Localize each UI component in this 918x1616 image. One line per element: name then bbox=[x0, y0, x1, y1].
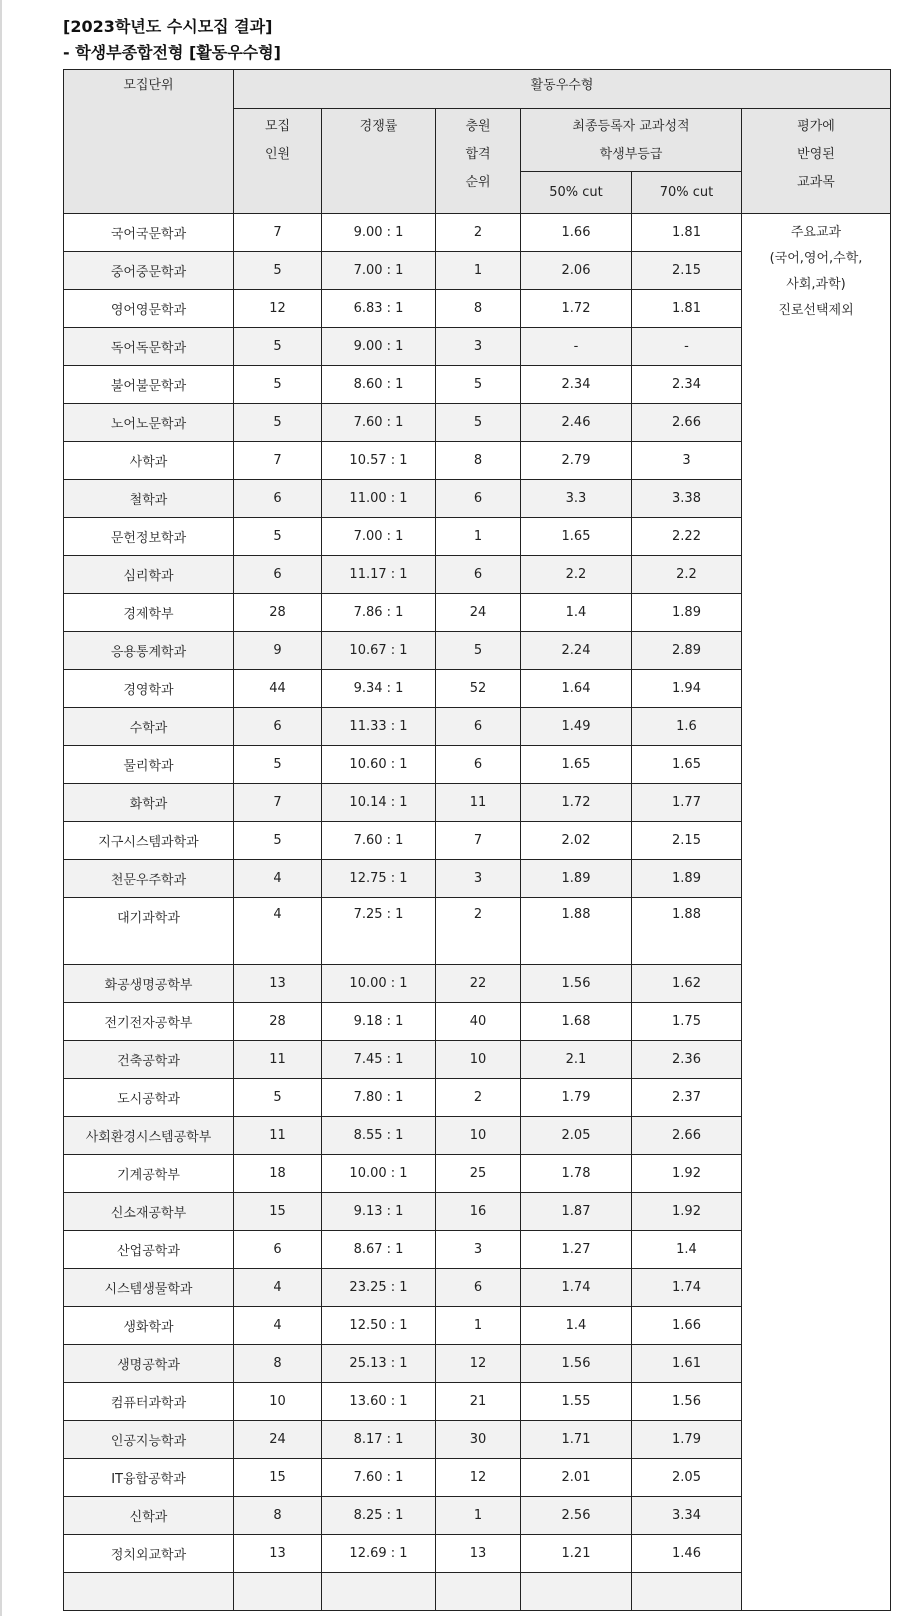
cell-ratio: 8.60 : 1 bbox=[322, 366, 436, 404]
cell-ratio: 8.55 : 1 bbox=[322, 1117, 436, 1155]
cell-ratio: 9.00 : 1 bbox=[322, 214, 436, 252]
eval-subject-line: (국어,영어,수학, bbox=[769, 251, 863, 266]
cell-c50: 1.55 bbox=[521, 1383, 632, 1421]
cell-c50: 1.79 bbox=[521, 1079, 632, 1117]
cell-unit: 중어중문학과 bbox=[64, 252, 234, 290]
cell-quota: 8 bbox=[234, 1345, 322, 1383]
cell-rank: 10 bbox=[436, 1041, 521, 1079]
cell-rank: 5 bbox=[436, 404, 521, 442]
cell-unit: 심리학과 bbox=[64, 556, 234, 594]
header-grade-line: 학생부등급 bbox=[599, 147, 663, 162]
cell-quota: 12 bbox=[234, 290, 322, 328]
cell-unit: 국어국문학과 bbox=[64, 214, 234, 252]
cell-quota: 5 bbox=[234, 366, 322, 404]
cell-rank: 2 bbox=[436, 898, 521, 965]
cell-c70: 2.89 bbox=[632, 632, 742, 670]
page-subtitle: - 학생부종합전형 [활동우수형] bbox=[63, 43, 281, 62]
cell-c70: 1.89 bbox=[632, 860, 742, 898]
cell-unit: 영어영문학과 bbox=[64, 290, 234, 328]
cell-rank: 40 bbox=[436, 1003, 521, 1041]
cell-c50: 1.4 bbox=[521, 1307, 632, 1345]
cell-rank: 12 bbox=[436, 1345, 521, 1383]
cell-ratio: 7.86 : 1 bbox=[322, 594, 436, 632]
cell-c50: 1.21 bbox=[521, 1535, 632, 1573]
header-group: 활동우수형 bbox=[234, 70, 891, 109]
cell-c50: 2.56 bbox=[521, 1497, 632, 1535]
cell-c50: 1.49 bbox=[521, 708, 632, 746]
cell-c50: 1.65 bbox=[521, 518, 632, 556]
cell-c70: 2.2 bbox=[632, 556, 742, 594]
cell-ratio: 7.80 : 1 bbox=[322, 1079, 436, 1117]
cell-rank: 8 bbox=[436, 290, 521, 328]
cell-unit: 경영학과 bbox=[64, 670, 234, 708]
cell-c70: 1.46 bbox=[632, 1535, 742, 1573]
cell-quota: 6 bbox=[234, 1231, 322, 1269]
cell-unit: 전기전자공학부 bbox=[64, 1003, 234, 1041]
cell-c70: 1.79 bbox=[632, 1421, 742, 1459]
cell-rank: 2 bbox=[436, 214, 521, 252]
cell-unit: 철학과 bbox=[64, 480, 234, 518]
cell-c50: 2.06 bbox=[521, 252, 632, 290]
cell-quota: 11 bbox=[234, 1041, 322, 1079]
cell-quota: 44 bbox=[234, 670, 322, 708]
cell-unit: 도시공학과 bbox=[64, 1079, 234, 1117]
header-eval-line: 평가에 bbox=[797, 119, 835, 134]
cell-rank: 6 bbox=[436, 746, 521, 784]
cell-c50: 2.02 bbox=[521, 822, 632, 860]
cell-c50: 1.89 bbox=[521, 860, 632, 898]
header-grade bbox=[521, 109, 742, 172]
cell-unit: 물리학과 bbox=[64, 746, 234, 784]
cell-unit: 신소재공학부 bbox=[64, 1193, 234, 1231]
cell-c70: 3 bbox=[632, 442, 742, 480]
cell-c70: 1.88 bbox=[632, 898, 742, 965]
cell-c70: 1.4 bbox=[632, 1231, 742, 1269]
cell-unit: 문헌정보학과 bbox=[64, 518, 234, 556]
cell-ratio: 6.83 : 1 bbox=[322, 290, 436, 328]
cell-c70: 1.94 bbox=[632, 670, 742, 708]
cell-ratio: 23.25 : 1 bbox=[322, 1269, 436, 1307]
cell-c50: 1.78 bbox=[521, 1155, 632, 1193]
cell-c50: 2.05 bbox=[521, 1117, 632, 1155]
cell-c50: 1.56 bbox=[521, 965, 632, 1003]
cell-unit: 정치외교학과 bbox=[64, 1535, 234, 1573]
cell-rank: 10 bbox=[436, 1117, 521, 1155]
cell-ratio: 10.57 : 1 bbox=[322, 442, 436, 480]
cell-quota: 10 bbox=[234, 1383, 322, 1421]
cell-c70: 1.89 bbox=[632, 594, 742, 632]
cell-rank: 11 bbox=[436, 784, 521, 822]
cell-c50: 2.24 bbox=[521, 632, 632, 670]
cell-c50: 1.72 bbox=[521, 784, 632, 822]
cell-rank: 7 bbox=[436, 822, 521, 860]
cell-quota: 18 bbox=[234, 1155, 322, 1193]
cell-unit: 신학과 bbox=[64, 1497, 234, 1535]
cell-rank: 30 bbox=[436, 1421, 521, 1459]
window-edge bbox=[0, 0, 2, 1616]
cell-c70: 3.38 bbox=[632, 480, 742, 518]
cell-c50: 3.3 bbox=[521, 480, 632, 518]
header-rank-line: 충원 bbox=[465, 119, 491, 134]
cell-c70: 1.66 bbox=[632, 1307, 742, 1345]
cell-rank: 1 bbox=[436, 1307, 521, 1345]
cell-rank: 22 bbox=[436, 965, 521, 1003]
cell-c50: 1.68 bbox=[521, 1003, 632, 1041]
cell-ratio: 7.60 : 1 bbox=[322, 1459, 436, 1497]
header-rank-line: 합격 bbox=[465, 147, 491, 162]
cell-unit: 수학과 bbox=[64, 708, 234, 746]
cell-rank: 6 bbox=[436, 1269, 521, 1307]
cell-c70: 1.61 bbox=[632, 1345, 742, 1383]
cell-quota: 5 bbox=[234, 746, 322, 784]
cell-ratio: 9.34 : 1 bbox=[322, 670, 436, 708]
cell-unit: 산업공학과 bbox=[64, 1231, 234, 1269]
cell-empty bbox=[234, 1573, 322, 1611]
cell-quota: 13 bbox=[234, 965, 322, 1003]
cell-ratio: 12.69 : 1 bbox=[322, 1535, 436, 1573]
cell-quota: 6 bbox=[234, 556, 322, 594]
cell-c70: 2.15 bbox=[632, 822, 742, 860]
cell-ratio: 11.17 : 1 bbox=[322, 556, 436, 594]
cell-empty bbox=[64, 1573, 234, 1611]
cell-empty bbox=[632, 1573, 742, 1611]
header-quota bbox=[234, 109, 322, 214]
eval-subjects-cell bbox=[742, 214, 891, 1611]
cell-ratio: 7.25 : 1 bbox=[322, 898, 436, 965]
cell-quota: 4 bbox=[234, 898, 322, 965]
cell-quota: 8 bbox=[234, 1497, 322, 1535]
cell-quota: 6 bbox=[234, 708, 322, 746]
cell-quota: 9 bbox=[234, 632, 322, 670]
cell-quota: 15 bbox=[234, 1193, 322, 1231]
cell-quota: 7 bbox=[234, 442, 322, 480]
cell-quota: 5 bbox=[234, 404, 322, 442]
cell-c50: 1.64 bbox=[521, 670, 632, 708]
cell-unit: 독어독문학과 bbox=[64, 328, 234, 366]
eval-subject-line: 주요교과 bbox=[790, 225, 842, 240]
cell-ratio: 7.00 : 1 bbox=[322, 518, 436, 556]
cell-c50: 2.79 bbox=[521, 442, 632, 480]
eval-subject-line: 진로선택제외 bbox=[778, 303, 854, 318]
cell-c70: 1.56 bbox=[632, 1383, 742, 1421]
cell-c50: - bbox=[521, 328, 632, 366]
cell-unit: 컴퓨터과학과 bbox=[64, 1383, 234, 1421]
cell-quota: 15 bbox=[234, 1459, 322, 1497]
cell-quota: 13 bbox=[234, 1535, 322, 1573]
cell-c50: 1.27 bbox=[521, 1231, 632, 1269]
header-grade-line: 최종등록자 교과성적 bbox=[572, 119, 690, 134]
cell-c70: 1.81 bbox=[632, 290, 742, 328]
cell-quota: 28 bbox=[234, 594, 322, 632]
table-row bbox=[64, 214, 891, 252]
cell-unit: 대기과학과 bbox=[64, 898, 234, 965]
cell-unit: 인공지능학과 bbox=[64, 1421, 234, 1459]
cell-c70: 2.66 bbox=[632, 404, 742, 442]
cell-ratio: 10.00 : 1 bbox=[322, 965, 436, 1003]
cell-quota: 7 bbox=[234, 214, 322, 252]
cell-unit: 시스템생물학과 bbox=[64, 1269, 234, 1307]
cell-rank: 3 bbox=[436, 860, 521, 898]
cell-ratio: 7.60 : 1 bbox=[322, 404, 436, 442]
cell-unit: 기계공학부 bbox=[64, 1155, 234, 1193]
cell-unit: 생명공학과 bbox=[64, 1345, 234, 1383]
cell-c50: 1.72 bbox=[521, 290, 632, 328]
cell-ratio: 8.25 : 1 bbox=[322, 1497, 436, 1535]
cell-quota: 4 bbox=[234, 860, 322, 898]
cell-c70: 1.74 bbox=[632, 1269, 742, 1307]
cell-quota: 24 bbox=[234, 1421, 322, 1459]
cell-c70: 1.65 bbox=[632, 746, 742, 784]
cell-ratio: 11.33 : 1 bbox=[322, 708, 436, 746]
cell-c70: 1.62 bbox=[632, 965, 742, 1003]
header-rank-line: 순위 bbox=[465, 175, 491, 190]
cell-unit: 경제학부 bbox=[64, 594, 234, 632]
cell-unit: 응용통계학과 bbox=[64, 632, 234, 670]
cell-rank: 5 bbox=[436, 366, 521, 404]
cell-c70: 1.92 bbox=[632, 1193, 742, 1231]
cell-rank: 1 bbox=[436, 1497, 521, 1535]
cell-quota: 5 bbox=[234, 518, 322, 556]
cell-rank: 25 bbox=[436, 1155, 521, 1193]
cell-c70: 1.77 bbox=[632, 784, 742, 822]
cell-unit: IT융합공학과 bbox=[64, 1459, 234, 1497]
cell-rank: 3 bbox=[436, 328, 521, 366]
cell-rank: 3 bbox=[436, 1231, 521, 1269]
cell-quota: 11 bbox=[234, 1117, 322, 1155]
header-competition: 경쟁률 bbox=[322, 109, 436, 214]
cell-unit: 사회환경시스템공학부 bbox=[64, 1117, 234, 1155]
cell-rank: 13 bbox=[436, 1535, 521, 1573]
cell-c50: 1.88 bbox=[521, 898, 632, 965]
cell-c70: 1.92 bbox=[632, 1155, 742, 1193]
cell-c50: 2.01 bbox=[521, 1459, 632, 1497]
cell-unit: 지구시스템과학과 bbox=[64, 822, 234, 860]
cell-rank: 6 bbox=[436, 556, 521, 594]
cell-ratio: 12.50 : 1 bbox=[322, 1307, 436, 1345]
results-table bbox=[63, 69, 891, 1611]
cell-ratio: 9.18 : 1 bbox=[322, 1003, 436, 1041]
cell-quota: 28 bbox=[234, 1003, 322, 1041]
cell-empty bbox=[521, 1573, 632, 1611]
cell-c70: 2.34 bbox=[632, 366, 742, 404]
cell-c70: 2.66 bbox=[632, 1117, 742, 1155]
cell-c50: 1.56 bbox=[521, 1345, 632, 1383]
cell-ratio: 10.00 : 1 bbox=[322, 1155, 436, 1193]
header-cut50: 50% cut bbox=[521, 172, 632, 214]
cell-quota: 5 bbox=[234, 328, 322, 366]
cell-c70: 1.81 bbox=[632, 214, 742, 252]
cell-ratio: 8.17 : 1 bbox=[322, 1421, 436, 1459]
cell-c50: 2.1 bbox=[521, 1041, 632, 1079]
eval-subject-line: 사회,과학) bbox=[786, 277, 846, 292]
cell-c50: 1.65 bbox=[521, 746, 632, 784]
cell-quota: 5 bbox=[234, 822, 322, 860]
cell-quota: 5 bbox=[234, 1079, 322, 1117]
cell-rank: 8 bbox=[436, 442, 521, 480]
cell-unit: 화공생명공학부 bbox=[64, 965, 234, 1003]
cell-c70: 3.34 bbox=[632, 1497, 742, 1535]
cell-rank: 21 bbox=[436, 1383, 521, 1421]
cell-empty bbox=[322, 1573, 436, 1611]
cell-ratio: 10.67 : 1 bbox=[322, 632, 436, 670]
cell-c50: 1.4 bbox=[521, 594, 632, 632]
cell-ratio: 10.14 : 1 bbox=[322, 784, 436, 822]
cell-c50: 2.34 bbox=[521, 366, 632, 404]
header-unit: 모집단위 bbox=[64, 70, 234, 214]
header-quota-line: 인원 bbox=[264, 147, 291, 162]
cell-unit: 천문우주학과 bbox=[64, 860, 234, 898]
cell-rank: 6 bbox=[436, 480, 521, 518]
cell-c50: 1.71 bbox=[521, 1421, 632, 1459]
header-quota-line: 모집 bbox=[264, 119, 291, 134]
cell-unit: 생화학과 bbox=[64, 1307, 234, 1345]
cell-ratio: 7.45 : 1 bbox=[322, 1041, 436, 1079]
cell-ratio: 10.60 : 1 bbox=[322, 746, 436, 784]
cell-c50: 1.66 bbox=[521, 214, 632, 252]
cell-rank: 6 bbox=[436, 708, 521, 746]
cell-quota: 6 bbox=[234, 480, 322, 518]
cell-unit: 화학과 bbox=[64, 784, 234, 822]
cell-rank: 16 bbox=[436, 1193, 521, 1231]
cell-c70: 2.05 bbox=[632, 1459, 742, 1497]
cell-rank: 1 bbox=[436, 518, 521, 556]
cell-ratio: 9.00 : 1 bbox=[322, 328, 436, 366]
cell-ratio: 7.00 : 1 bbox=[322, 252, 436, 290]
page-title: [2023학년도 수시모집 결과] bbox=[63, 17, 273, 36]
cell-quota: 4 bbox=[234, 1307, 322, 1345]
cell-quota: 4 bbox=[234, 1269, 322, 1307]
cell-ratio: 11.00 : 1 bbox=[322, 480, 436, 518]
header-rank bbox=[436, 109, 521, 214]
cell-c50: 2.46 bbox=[521, 404, 632, 442]
cell-unit: 불어불문학과 bbox=[64, 366, 234, 404]
cell-c50: 2.2 bbox=[521, 556, 632, 594]
cell-ratio: 12.75 : 1 bbox=[322, 860, 436, 898]
cell-rank: 2 bbox=[436, 1079, 521, 1117]
cell-ratio: 8.67 : 1 bbox=[322, 1231, 436, 1269]
cell-c70: 2.15 bbox=[632, 252, 742, 290]
cell-unit: 사학과 bbox=[64, 442, 234, 480]
cell-c70: 1.6 bbox=[632, 708, 742, 746]
cell-rank: 5 bbox=[436, 632, 521, 670]
cell-unit: 노어노문학과 bbox=[64, 404, 234, 442]
cell-ratio: 7.60 : 1 bbox=[322, 822, 436, 860]
cell-c70: 2.22 bbox=[632, 518, 742, 556]
cell-c50: 1.87 bbox=[521, 1193, 632, 1231]
header-cut70: 70% cut bbox=[632, 172, 742, 214]
cell-unit: 건축공학과 bbox=[64, 1041, 234, 1079]
cell-ratio: 9.13 : 1 bbox=[322, 1193, 436, 1231]
cell-rank: 1 bbox=[436, 252, 521, 290]
cell-quota: 7 bbox=[234, 784, 322, 822]
cell-c70: 1.75 bbox=[632, 1003, 742, 1041]
header-eval-line: 교과목 bbox=[797, 175, 835, 190]
header-eval-line: 반영된 bbox=[797, 147, 835, 162]
cell-empty bbox=[436, 1573, 521, 1611]
cell-ratio: 13.60 : 1 bbox=[322, 1383, 436, 1421]
header-eval bbox=[742, 109, 891, 214]
cell-c70: 2.36 bbox=[632, 1041, 742, 1079]
cell-ratio: 25.13 : 1 bbox=[322, 1345, 436, 1383]
cell-rank: 24 bbox=[436, 594, 521, 632]
cell-rank: 12 bbox=[436, 1459, 521, 1497]
cell-quota: 5 bbox=[234, 252, 322, 290]
cell-c70: - bbox=[632, 328, 742, 366]
cell-rank: 52 bbox=[436, 670, 521, 708]
cell-c70: 2.37 bbox=[632, 1079, 742, 1117]
cell-c50: 1.74 bbox=[521, 1269, 632, 1307]
